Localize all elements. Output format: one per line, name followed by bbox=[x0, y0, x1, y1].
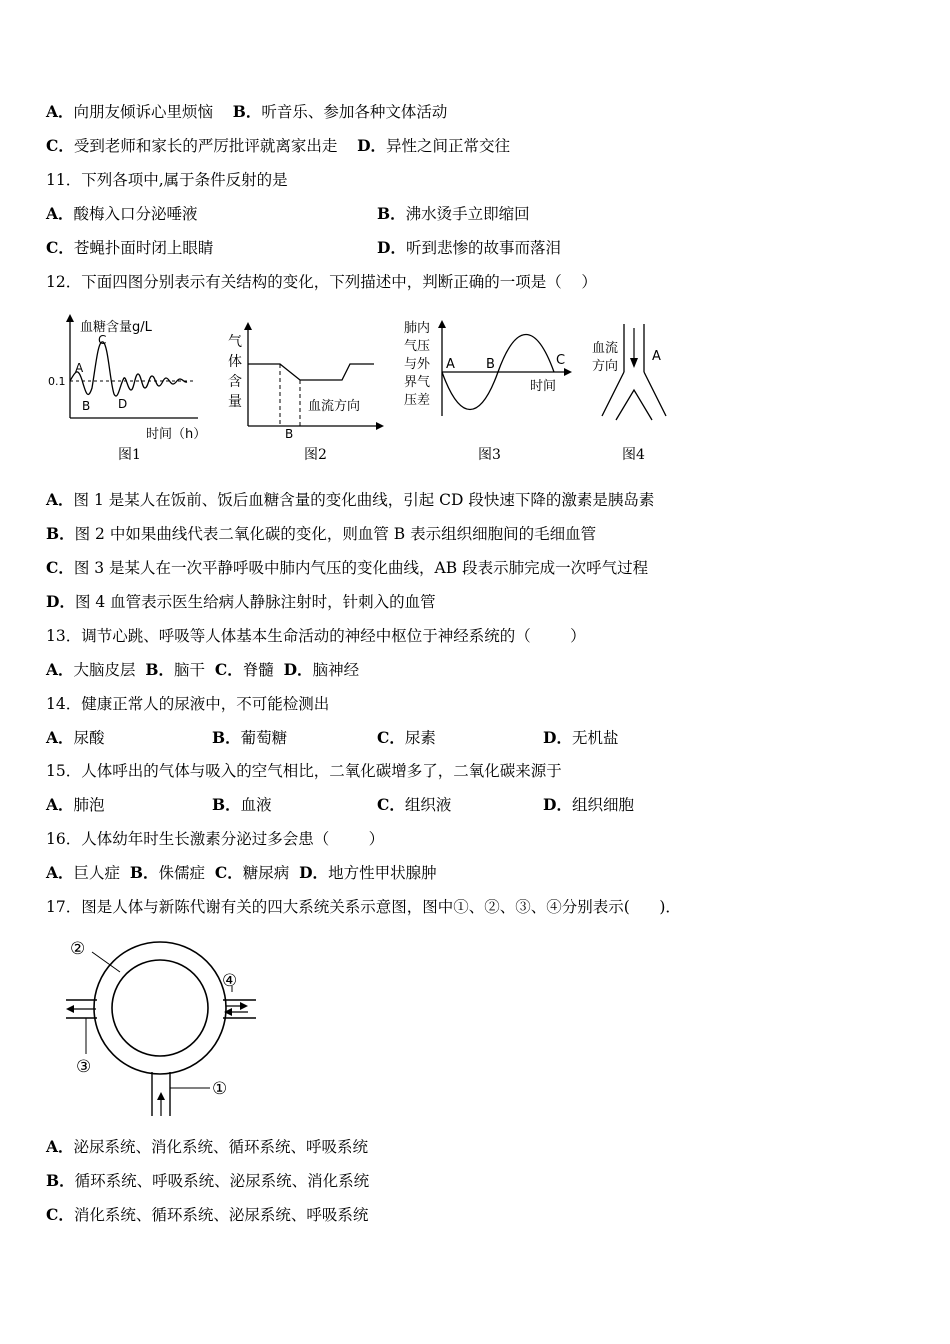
q16-stem: 16．人体幼年时生长激素分泌过多会患（ ） bbox=[46, 830, 385, 848]
q11-stem: 11．下列各项中,属于条件反射的是 bbox=[46, 171, 288, 189]
q11-options-ab bbox=[46, 204, 198, 224]
option-text: 泌尿系统、消化系统、循环系统、呼吸系统 bbox=[73, 1138, 369, 1156]
option-text: 组织细胞 bbox=[571, 796, 634, 814]
q12-figure-3 bbox=[402, 312, 582, 472]
fig3-xlabel: 时间 bbox=[530, 379, 557, 394]
option-letter: B． bbox=[145, 660, 175, 679]
option-text: 脑干 bbox=[174, 661, 206, 679]
q14-option-d bbox=[543, 728, 618, 748]
fig1-caption: 图1 bbox=[118, 447, 141, 463]
option-letter: A． bbox=[46, 204, 74, 223]
q17-label-4: ④ bbox=[222, 971, 238, 991]
fig4-label-2: 方向 bbox=[592, 359, 619, 374]
option-text: 尿酸 bbox=[73, 729, 105, 747]
option-text: 图 2 中如果曲线代表二氧化碳的变化，则血管 B 表示组织细胞间的毛细血管 bbox=[74, 525, 597, 543]
fig1-xlabel: 时间（h） bbox=[146, 427, 206, 442]
option-text: 循环系统、呼吸系统、泌尿系统、消化系统 bbox=[74, 1172, 370, 1190]
option-letter: A． bbox=[46, 660, 74, 679]
q12-figure-1 bbox=[46, 312, 206, 472]
q11-option-b bbox=[377, 204, 530, 224]
fig2-ylabel-1: 气 bbox=[228, 334, 242, 350]
option-text: 听到悲惨的故事而落泪 bbox=[405, 239, 561, 257]
q12-option-d bbox=[46, 592, 436, 612]
q14-option-b bbox=[212, 728, 287, 748]
option-text: 脑神经 bbox=[312, 661, 360, 679]
fig3-ylabel-2: 气压 bbox=[404, 339, 431, 354]
q15-option-c bbox=[377, 795, 451, 815]
option-text: 尿素 bbox=[404, 729, 436, 747]
fig4-caption: 图4 bbox=[622, 447, 645, 463]
q11-option-d bbox=[377, 238, 561, 258]
option-letter: D． bbox=[377, 238, 406, 257]
fig1-ylabel: 血糖含量g/L bbox=[80, 320, 152, 335]
option-letter: D． bbox=[283, 660, 313, 679]
q17-label-3: ③ bbox=[76, 1057, 92, 1077]
q12-option-a bbox=[46, 490, 654, 510]
option-letter: A． bbox=[46, 863, 74, 882]
q15-option-a bbox=[46, 795, 105, 815]
option-letter: B． bbox=[377, 204, 406, 223]
fig3-point-c: C bbox=[556, 353, 566, 368]
q17-label-2: ② bbox=[70, 939, 86, 959]
fig1-point-c: C bbox=[98, 333, 107, 347]
option-text: 图 3 是某人在一次平静呼吸中肺内气压的变化曲线，AB 段表示肺完成一次呼气过程 bbox=[73, 559, 649, 577]
fig2-caption: 图2 bbox=[304, 447, 327, 463]
option-text: 血液 bbox=[240, 796, 272, 814]
option-text: 苍蝇扑面时闭上眼睛 bbox=[73, 239, 214, 257]
option-letter: B． bbox=[46, 1171, 75, 1190]
option-letter: C． bbox=[214, 863, 243, 882]
option-letter: D． bbox=[543, 728, 572, 747]
option-text: 酸梅入口分泌唾液 bbox=[73, 205, 198, 223]
q14-option-a bbox=[46, 728, 105, 748]
q12-option-b bbox=[46, 524, 596, 544]
option-text: 无机盐 bbox=[571, 729, 619, 747]
option-letter: C． bbox=[377, 795, 405, 814]
q14-stem: 14．健康正常人的尿液中，不可能检测出 bbox=[46, 695, 330, 713]
option-text: 侏儒症 bbox=[158, 864, 206, 882]
option-text: 糖尿病 bbox=[242, 864, 290, 882]
option-letter: D． bbox=[46, 592, 75, 611]
option-text: 葡萄糖 bbox=[240, 729, 288, 747]
option-letter: C． bbox=[46, 238, 74, 257]
option-letter: C． bbox=[214, 660, 243, 679]
option-letter: B． bbox=[212, 728, 241, 747]
fig1-y-value: 0.1 bbox=[48, 375, 66, 388]
fig2-ylabel-4: 量 bbox=[228, 394, 242, 410]
option-text: 受到老师和家长的严厉批评就离家出走 bbox=[73, 137, 338, 155]
option-letter: A． bbox=[46, 1137, 74, 1156]
option-letter: A． bbox=[46, 795, 74, 814]
option-letter: C． bbox=[46, 1205, 74, 1224]
option-text: 图 1 是某人在饭前、饭后血糖含量的变化曲线，引起 CD 段快速下降的激素是胰岛素 bbox=[73, 491, 655, 509]
q17-figure bbox=[56, 930, 276, 1120]
q12-figure-2 bbox=[222, 312, 392, 472]
fig1-point-a: A bbox=[75, 361, 84, 375]
q17-option-b bbox=[46, 1171, 369, 1191]
q17-label-1: ① bbox=[212, 1079, 228, 1099]
option-text: 大脑皮层 bbox=[73, 661, 136, 679]
fig3-ylabel-4: 界气 bbox=[404, 375, 431, 390]
option-text: 消化系统、循环系统、泌尿系统、呼吸系统 bbox=[73, 1206, 369, 1224]
fig3-ylabel-3: 与外 bbox=[404, 357, 431, 372]
q12-stem: 12．下面四图分别表示有关结构的变化，下列描述中，判断正确的一项是（ ） bbox=[46, 273, 597, 291]
option-letter: C． bbox=[46, 136, 74, 155]
q17-option-c bbox=[46, 1205, 368, 1225]
option-text: 向朋友倾诉心里烦恼 bbox=[73, 103, 214, 121]
fig2-ylabel-3: 含 bbox=[228, 374, 242, 390]
option-letter: B． bbox=[212, 795, 241, 814]
fig3-ylabel-1: 肺内 bbox=[404, 321, 431, 336]
fig3-point-b: B bbox=[486, 357, 495, 372]
option-letter: A． bbox=[46, 728, 74, 747]
fig2-ylabel-2: 体 bbox=[228, 354, 242, 370]
option-letter: D． bbox=[357, 136, 387, 155]
fig2-xlabel: 血流方向 bbox=[308, 399, 361, 414]
q10-options-ab bbox=[46, 102, 447, 122]
q13-options bbox=[46, 660, 359, 680]
fig4-point-a: A bbox=[652, 349, 661, 364]
option-text: 沸水烫手立即缩回 bbox=[405, 205, 530, 223]
option-text: 图 4 血管表示医生给病人静脉注射时，针刺入的血管 bbox=[74, 593, 436, 611]
option-letter: C． bbox=[46, 558, 74, 577]
q16-options bbox=[46, 863, 437, 883]
q11-option-c bbox=[46, 238, 213, 258]
q12-figure-4 bbox=[586, 312, 696, 472]
option-text: 听音乐、参加各种文体活动 bbox=[261, 103, 448, 121]
option-text: 巨人症 bbox=[73, 864, 121, 882]
option-text: 肺泡 bbox=[73, 796, 105, 814]
fig1-point-d: D bbox=[118, 397, 128, 411]
option-letter: A． bbox=[46, 102, 74, 121]
option-letter: B． bbox=[129, 863, 159, 882]
option-text: 组织液 bbox=[404, 796, 452, 814]
q15-option-d bbox=[543, 795, 634, 815]
option-text: 异性之间正常交往 bbox=[386, 137, 511, 155]
fig2-point-b: B bbox=[285, 427, 294, 441]
option-letter: D． bbox=[543, 795, 572, 814]
option-letter: D． bbox=[299, 863, 329, 882]
q17-option-a bbox=[46, 1137, 368, 1157]
option-letter: C． bbox=[377, 728, 405, 747]
q12-option-c bbox=[46, 558, 648, 578]
q14-option-c bbox=[377, 728, 436, 748]
q15-option-b bbox=[212, 795, 272, 815]
fig1-point-b: B bbox=[82, 399, 91, 413]
option-letter: A． bbox=[46, 490, 74, 509]
fig4-label-1: 血流 bbox=[592, 341, 619, 356]
fig3-caption: 图3 bbox=[478, 447, 501, 463]
q10-options-cd bbox=[46, 136, 510, 156]
q15-stem: 15．人体呼出的气体与吸入的空气相比，二氧化碳增多了，二氧化碳来源于 bbox=[46, 762, 562, 780]
option-letter: B． bbox=[232, 102, 262, 121]
option-letter: B． bbox=[46, 524, 75, 543]
q17-stem: 17．图是人体与新陈代谢有关的四大系统关系示意图，图中①、②、③、④分别表示( )． bbox=[46, 898, 681, 916]
fig3-point-a: A bbox=[446, 357, 455, 372]
option-text: 脊髓 bbox=[242, 661, 274, 679]
fig3-ylabel-5: 压差 bbox=[404, 393, 431, 408]
option-text: 地方性甲状腺肿 bbox=[328, 864, 437, 882]
q13-stem: 13．调节心跳、呼吸等人体基本生命活动的神经中枢位于神经系统的（ ） bbox=[46, 627, 586, 645]
